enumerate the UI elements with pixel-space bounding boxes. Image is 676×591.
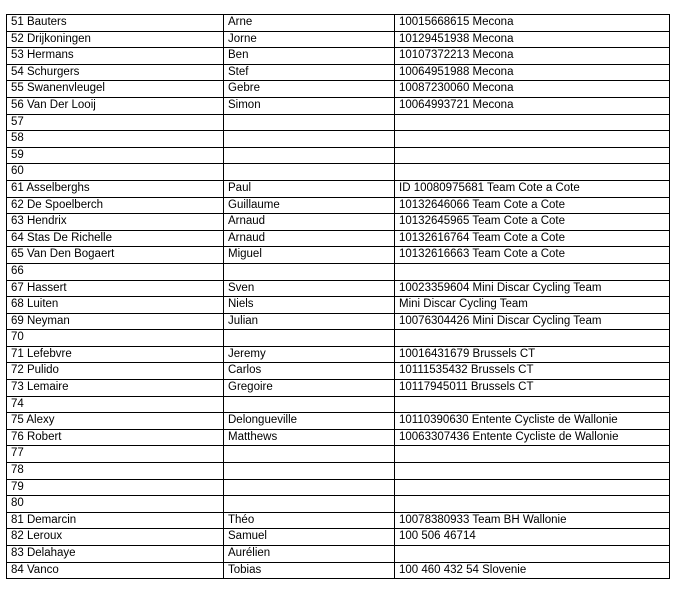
number-surname-cell: 81 Demarcin xyxy=(7,512,224,529)
first-name-cell xyxy=(224,263,395,280)
number-surname-cell: 73 Lemaire xyxy=(7,380,224,397)
table-row xyxy=(7,263,670,280)
first-name-cell xyxy=(224,131,395,148)
first-name-cell: Sven xyxy=(224,280,395,297)
first-name-cell: Guillaume xyxy=(224,197,395,214)
license-team-cell: 10064951988 Mecona xyxy=(395,64,670,81)
first-name-cell xyxy=(224,330,395,347)
number-surname-cell: 67 Hassert xyxy=(7,280,224,297)
first-name-cell: Niels xyxy=(224,297,395,314)
table-row xyxy=(7,496,670,513)
license-team-cell: 10087230060 Mecona xyxy=(395,81,670,98)
license-team-cell: 10015668615 Mecona xyxy=(395,15,670,32)
table-row xyxy=(7,363,670,380)
license-team-cell xyxy=(395,546,670,563)
table-row xyxy=(7,131,670,148)
first-name-cell: Arne xyxy=(224,15,395,32)
number-surname-cell: 69 Neyman xyxy=(7,313,224,330)
table-row xyxy=(7,114,670,131)
license-team-cell: 10111535432 Brussels CT xyxy=(395,363,670,380)
table-row xyxy=(7,546,670,563)
first-name-cell: Carlos xyxy=(224,363,395,380)
first-name-cell: Aurélien xyxy=(224,546,395,563)
table-row xyxy=(7,446,670,463)
license-team-cell: 10016431679 Brussels CT xyxy=(395,346,670,363)
license-team-cell xyxy=(395,496,670,513)
number-surname-cell: 60 xyxy=(7,164,224,181)
table-row xyxy=(7,97,670,114)
table-row xyxy=(7,230,670,247)
license-team-cell xyxy=(395,147,670,164)
first-name-cell: Jorne xyxy=(224,31,395,48)
table-row xyxy=(7,15,670,32)
license-team-cell: 10129451938 Mecona xyxy=(395,31,670,48)
number-surname-cell: 80 xyxy=(7,496,224,513)
license-team-cell: 10132616764 Team Cote a Cote xyxy=(395,230,670,247)
number-surname-cell: 61 Asselberghs xyxy=(7,180,224,197)
table-row xyxy=(7,48,670,65)
number-surname-cell: 66 xyxy=(7,263,224,280)
number-surname-cell: 79 xyxy=(7,479,224,496)
number-surname-cell: 56 Van Der Looij xyxy=(7,97,224,114)
first-name-cell: Ben xyxy=(224,48,395,65)
license-team-cell xyxy=(395,446,670,463)
license-team-cell: 10064993721 Mecona xyxy=(395,97,670,114)
table-row xyxy=(7,81,670,98)
number-surname-cell: 62 De Spoelberch xyxy=(7,197,224,214)
number-surname-cell: 53 Hermans xyxy=(7,48,224,65)
table-row xyxy=(7,429,670,446)
table-row xyxy=(7,313,670,330)
number-surname-cell: 84 Vanco xyxy=(7,562,224,579)
table-row xyxy=(7,529,670,546)
license-team-cell: 10132646066 Team Cote a Cote xyxy=(395,197,670,214)
license-team-cell: 10132645965 Team Cote a Cote xyxy=(395,214,670,231)
license-team-cell xyxy=(395,330,670,347)
number-surname-cell: 59 xyxy=(7,147,224,164)
first-name-cell: Paul xyxy=(224,180,395,197)
first-name-cell: Arnaud xyxy=(224,230,395,247)
table-row xyxy=(7,330,670,347)
license-team-cell xyxy=(395,114,670,131)
first-name-cell xyxy=(224,147,395,164)
table-row xyxy=(7,64,670,81)
first-name-cell xyxy=(224,479,395,496)
table-row xyxy=(7,346,670,363)
number-surname-cell: 72 Pulido xyxy=(7,363,224,380)
number-surname-cell: 68 Luiten xyxy=(7,297,224,314)
first-name-cell xyxy=(224,396,395,413)
first-name-cell: Arnaud xyxy=(224,214,395,231)
license-team-cell xyxy=(395,396,670,413)
first-name-cell xyxy=(224,463,395,480)
license-team-cell: 10132616663 Team Cote a Cote xyxy=(395,247,670,264)
number-surname-cell: 64 Stas De Richelle xyxy=(7,230,224,247)
table-row xyxy=(7,247,670,264)
license-team-cell: 10110390630 Entente Cycliste de Wallonie xyxy=(395,413,670,430)
license-team-cell: 10107372213 Mecona xyxy=(395,48,670,65)
first-name-cell: Stef xyxy=(224,64,395,81)
license-team-cell: 10078380933 Team BH Wallonie xyxy=(395,512,670,529)
first-name-cell: Delongueville xyxy=(224,413,395,430)
number-surname-cell: 70 xyxy=(7,330,224,347)
first-name-cell xyxy=(224,496,395,513)
license-team-cell: ID 10080975681 Team Cote a Cote xyxy=(395,180,670,197)
number-surname-cell: 71 Lefebvre xyxy=(7,346,224,363)
table-body xyxy=(7,15,670,579)
first-name-cell: Gregoire xyxy=(224,380,395,397)
license-team-cell: 100 506 46714 xyxy=(395,529,670,546)
license-team-cell: 10023359604 Mini Discar Cycling Team xyxy=(395,280,670,297)
first-name-cell: Julian xyxy=(224,313,395,330)
first-name-cell: Gebre xyxy=(224,81,395,98)
first-name-cell: Samuel xyxy=(224,529,395,546)
license-team-cell xyxy=(395,131,670,148)
table-row xyxy=(7,164,670,181)
first-name-cell xyxy=(224,164,395,181)
first-name-cell: Jeremy xyxy=(224,346,395,363)
license-team-cell: 100 460 432 54 Slovenie xyxy=(395,562,670,579)
table-row xyxy=(7,512,670,529)
first-name-cell: Matthews xyxy=(224,429,395,446)
table-row xyxy=(7,297,670,314)
number-surname-cell: 52 Drijkoningen xyxy=(7,31,224,48)
first-name-cell xyxy=(224,446,395,463)
table-row xyxy=(7,413,670,430)
number-surname-cell: 55 Swanenvleugel xyxy=(7,81,224,98)
number-surname-cell: 76 Robert xyxy=(7,429,224,446)
license-team-cell xyxy=(395,164,670,181)
first-name-cell: Tobias xyxy=(224,562,395,579)
number-surname-cell: 57 xyxy=(7,114,224,131)
first-name-cell: Miguel xyxy=(224,247,395,264)
table-row xyxy=(7,214,670,231)
license-team-cell: Mini Discar Cycling Team xyxy=(395,297,670,314)
number-surname-cell: 78 xyxy=(7,463,224,480)
number-surname-cell: 65 Van Den Bogaert xyxy=(7,247,224,264)
license-team-cell: 10063307436 Entente Cycliste de Wallonie xyxy=(395,429,670,446)
number-surname-cell: 77 xyxy=(7,446,224,463)
table-row xyxy=(7,562,670,579)
number-surname-cell: 51 Bauters xyxy=(7,15,224,32)
number-surname-cell: 74 xyxy=(7,396,224,413)
license-team-cell xyxy=(395,479,670,496)
table-row xyxy=(7,380,670,397)
number-surname-cell: 82 Leroux xyxy=(7,529,224,546)
table-row xyxy=(7,479,670,496)
table-row xyxy=(7,147,670,164)
first-name-cell: Théo xyxy=(224,512,395,529)
license-team-cell: 10117945011 Brussels CT xyxy=(395,380,670,397)
table-row xyxy=(7,197,670,214)
number-surname-cell: 83 Delahaye xyxy=(7,546,224,563)
license-team-cell xyxy=(395,263,670,280)
rider-table xyxy=(6,14,670,579)
license-team-cell: 10076304426 Mini Discar Cycling Team xyxy=(395,313,670,330)
number-surname-cell: 75 Alexy xyxy=(7,413,224,430)
table-row xyxy=(7,180,670,197)
first-name-cell: Simon xyxy=(224,97,395,114)
table-row xyxy=(7,31,670,48)
license-team-cell xyxy=(395,463,670,480)
number-surname-cell: 58 xyxy=(7,131,224,148)
number-surname-cell: 54 Schurgers xyxy=(7,64,224,81)
first-name-cell xyxy=(224,114,395,131)
table-row xyxy=(7,396,670,413)
table-row xyxy=(7,280,670,297)
table-row xyxy=(7,463,670,480)
number-surname-cell: 63 Hendrix xyxy=(7,214,224,231)
